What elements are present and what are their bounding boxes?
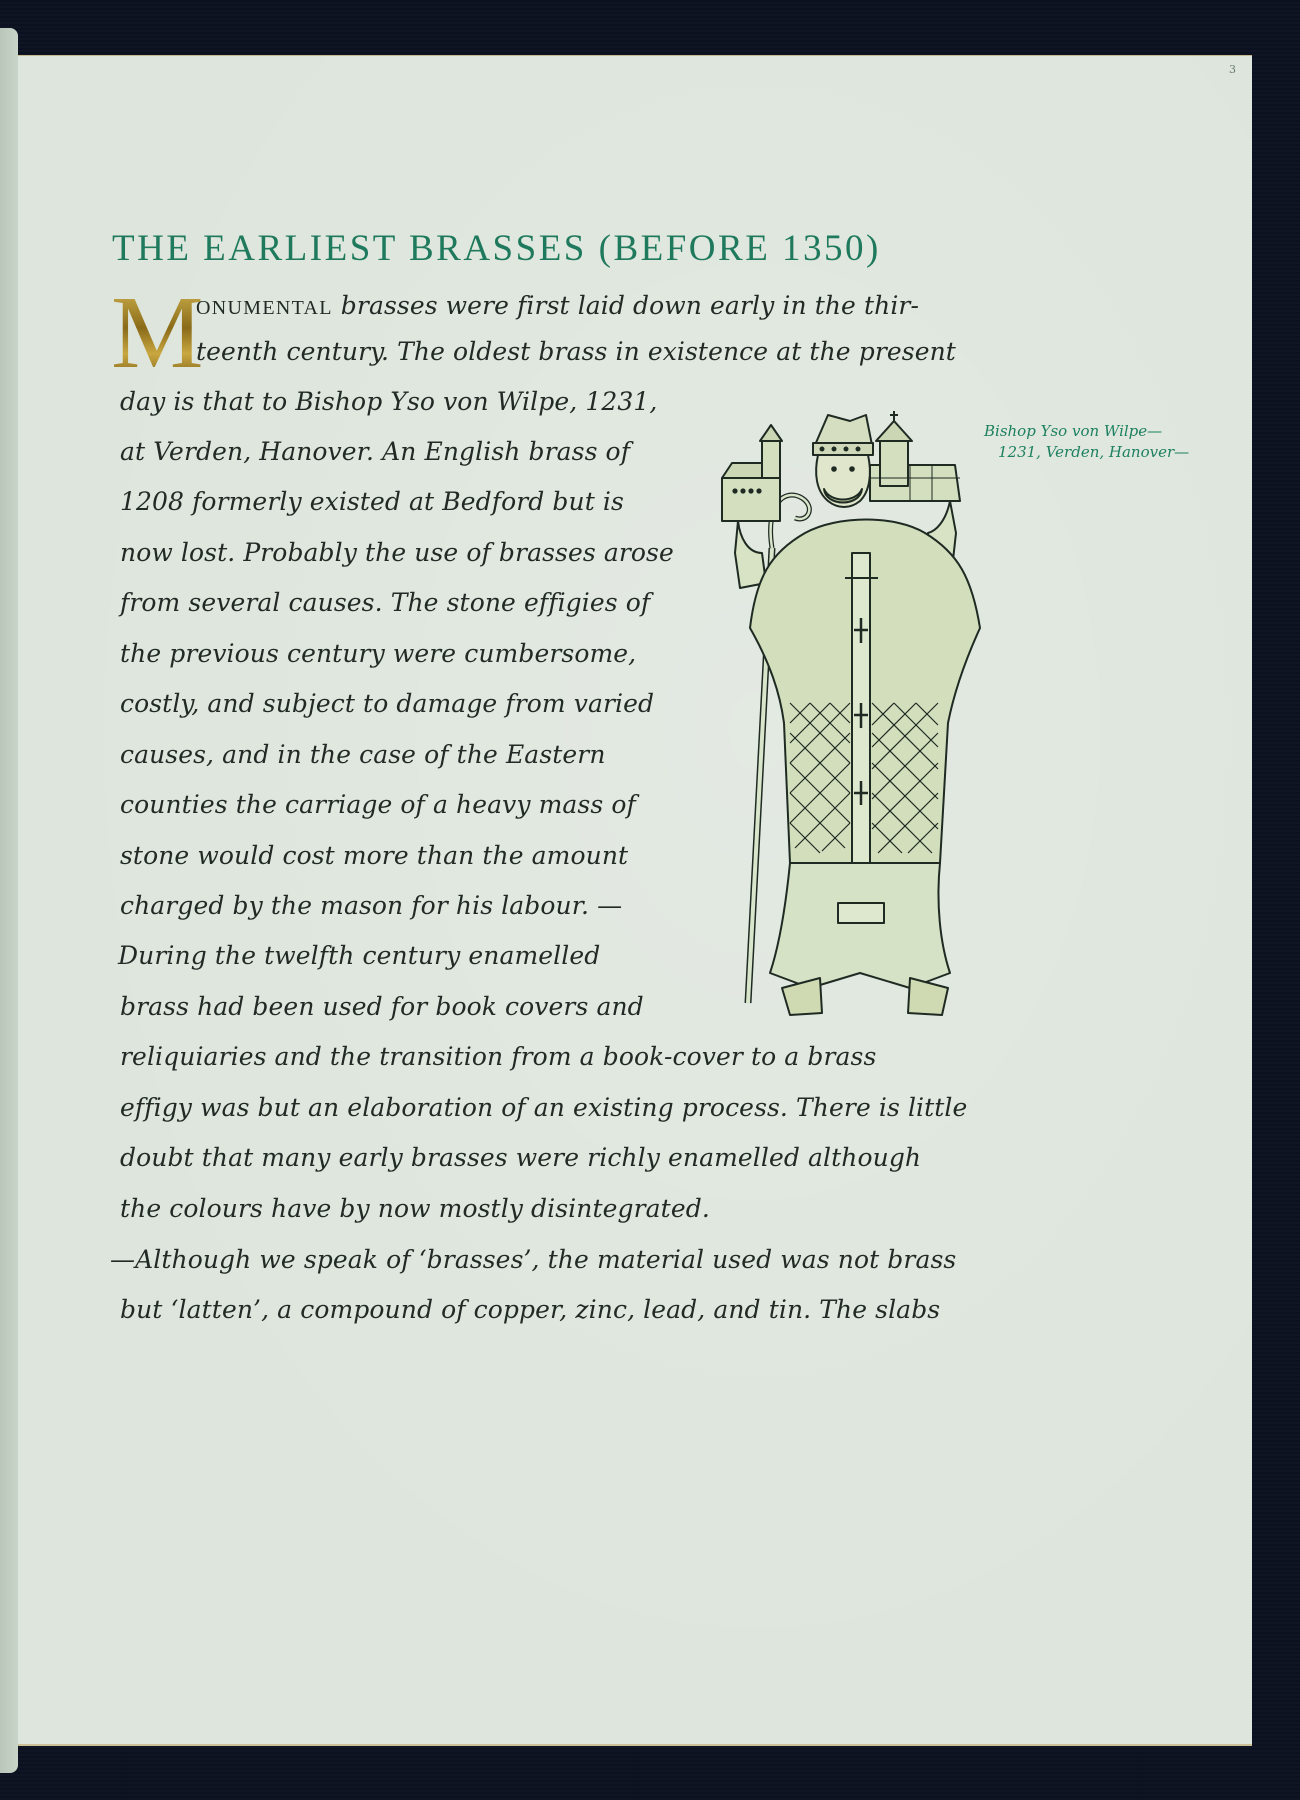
text-line: costly, and subject to damage from varied [120, 689, 655, 718]
text-line: counties the carriage of a heavy mass of [120, 790, 636, 819]
text-line: doubt that many early brasses were richly enamelled although [120, 1143, 922, 1172]
drop-cap: M [111, 275, 204, 390]
text-line: effigy was but an elaboration of an existing process. There is little [120, 1093, 968, 1122]
text-line: brass had been used for book covers and [120, 992, 644, 1021]
bishop-brass-illustration [710, 403, 1010, 1043]
page-title: THE EARLIEST BRASSES (BEFORE 1350) [112, 228, 881, 269]
page-number: 3 [1229, 63, 1236, 76]
text-line: now lost. Probably the use of brasses arose [120, 538, 674, 567]
text-line-content: brasses were first laid down early in the thir- [332, 291, 920, 320]
text-line: day is that to Bishop Yso von Wilpe, 1231, [120, 387, 658, 416]
text-line: charged by the mason for his labour. — [120, 891, 623, 920]
text-line: stone would cost more than the amount [120, 841, 629, 870]
mitre-icon [813, 415, 873, 455]
caption-line-place: 1231, Verden, Hanover— [998, 443, 1190, 461]
text-line: at Verden, Hanover. An English brass of [120, 437, 631, 466]
text-line: —Although we speak of ‘brasses’, the material used was not brass [110, 1245, 957, 1274]
text-line: the colours have by now mostly disintegrated. [120, 1194, 710, 1223]
text-line: 1208 formerly existed at Bedford but is [120, 487, 624, 516]
face-icon [816, 455, 870, 507]
facing-page-edge [0, 28, 18, 1773]
figure-caption [984, 421, 1189, 463]
text-line: During the twelfth century enamelled [118, 941, 601, 970]
text-line: from several causes. The stone effigies of [120, 588, 651, 617]
text-line: reliquiaries and the transition from a book-cover to a brass [120, 1042, 877, 1071]
text-line: causes, and in the case of the Eastern [120, 740, 606, 769]
caption-line-name: Bishop Yso von Wilpe— [984, 422, 1163, 440]
church-right-icon [870, 411, 960, 501]
text-line: the previous century were cumbersome, [120, 639, 637, 668]
lead-smallcaps: ONUMENTAL [196, 297, 333, 319]
text-line [196, 291, 919, 320]
manuscript-page [18, 55, 1252, 1746]
church-left-icon [722, 425, 782, 521]
text-line: teenth century. The oldest brass in existence at the present [196, 337, 956, 366]
text-line: but ‘latten’, a compound of copper, zinc, lead, and tin. The slabs [120, 1295, 941, 1324]
